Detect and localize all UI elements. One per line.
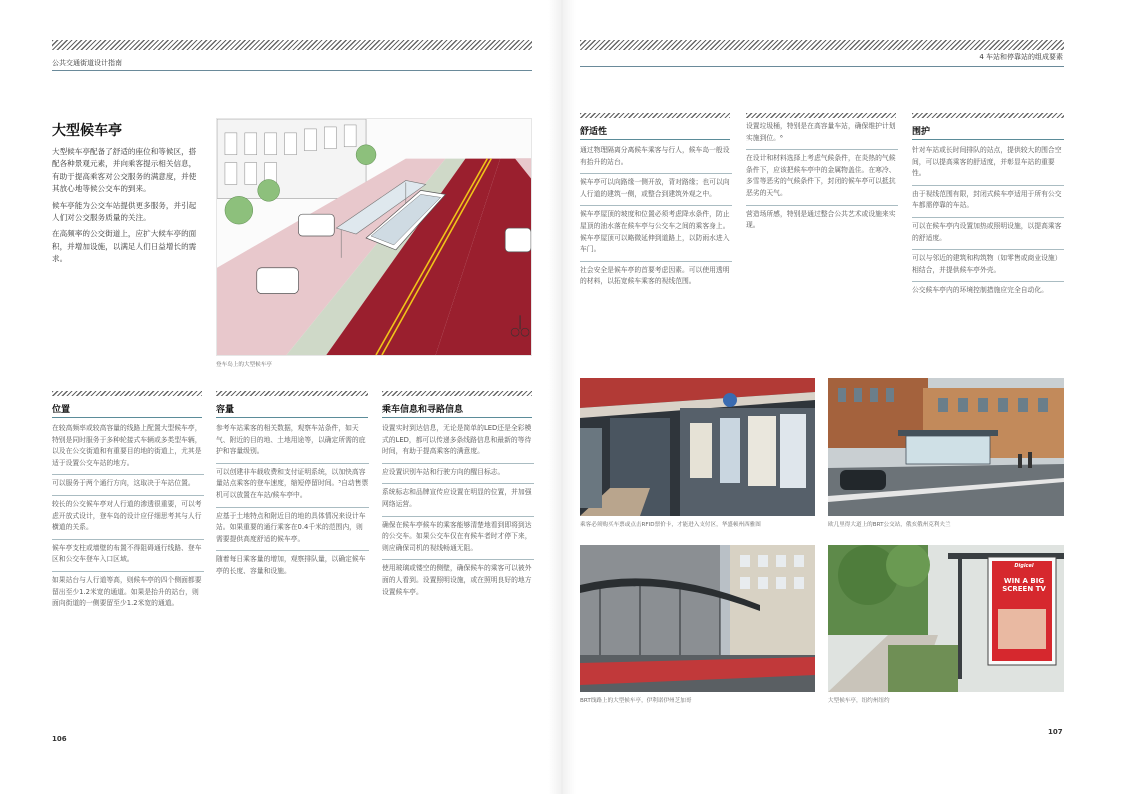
photo-cleveland-drawing	[828, 378, 1064, 516]
running-head-right: 4 车站和停靠站的组成要素	[979, 53, 1063, 61]
heading-location: 位置	[52, 405, 71, 415]
street-illustration	[216, 118, 532, 356]
section-hatch	[580, 113, 730, 118]
section-hatch	[216, 391, 368, 396]
billboard-line: SCREEN TV	[1002, 585, 1046, 593]
right-page	[562, 0, 1123, 794]
paragraph: 营造场所感，特别是通过整合公共艺术或设施来实现。	[746, 209, 896, 230]
running-head-left: 公共交通街道设计指南	[52, 59, 122, 67]
street-illustration-drawing	[217, 119, 531, 355]
paragraph: 可以在候车亭内设置加热或照明设施，以提高乘客的舒适度。	[912, 218, 1064, 250]
paragraph: 如果站台与人行道等高，则候车亭的四个侧面都要留出至少1.2米宽的通道。如果是抬升的站台，则面向街道的一侧要留至少1.2米宽的通道。	[52, 575, 202, 608]
paragraph: 应基于土地特点和附近目的地的具体情况来设计车站。如果重要的通行乘客在0.4千米的范围内，则需要提供高度舒适的候车亭。	[216, 508, 369, 552]
column-comfort	[580, 142, 732, 293]
page-number-right: 107	[1048, 728, 1063, 736]
heading-enclosure: 围护	[912, 127, 931, 137]
paragraph: 应设置识别车站和行驶方向的醒目标志。	[382, 464, 534, 485]
paragraph: 较长的公交候车亭对人行道的渗透很重要，可以考虑开放式设计，登车岛的设计应仔细思考其与人行横道的关系。	[52, 496, 204, 540]
header-rule	[52, 70, 532, 71]
intro-paragraph: 大型候车亭配备了舒适的座位和等候区，搭配各种景观元素，并向乘客提示相关信息，有助于提高乘客对公交服务的满意度，并使其放心地等候公交车的到来。	[52, 147, 197, 194]
paragraph: 随着每日乘客量的增加，观察排队量，以确定候车亭的长度、容量和设施。	[216, 555, 366, 575]
section-hatch	[382, 391, 532, 396]
paragraph: 设置实时到达信息，无论是简单的LED还是全彩模式的LED，都可以传递多条线路信息和最新的等待时间，有助于提高乘客的满意度。	[382, 420, 534, 464]
column-capacity	[216, 420, 369, 583]
heading-comfort: 舒适性	[580, 127, 608, 137]
section-hatch	[912, 113, 1064, 118]
section-rule	[52, 417, 202, 418]
section-rule	[382, 417, 532, 418]
paragraph: 通过物理隔离分离候车乘客与行人，候车岛一般设有抬升的站台。	[580, 142, 732, 174]
photo-caption: 大型候车亭，纽约州纽约	[828, 698, 890, 704]
paragraph: 确保在候车亭候车的乘客能够清楚地看到即将到达的公交车。如果公交车仅在有候车者时才停下来，则应确保司机的视线畅通无阻。	[382, 517, 534, 561]
heading-capacity: 容量	[216, 405, 235, 415]
photo-cleveland-station	[828, 378, 1064, 516]
heading-info: 乘车信息和寻路信息	[382, 405, 464, 415]
column-info	[382, 420, 534, 603]
illustration-caption: 登车岛上的大型候车亭	[216, 362, 272, 368]
section-hatch	[52, 391, 202, 396]
billboard-brand: Digicel	[1014, 563, 1034, 569]
paragraph: 候车亭可以向路缘一侧开放，背对路缘；也可以向人行道的建筑一侧，或整合到建筑外观之中。	[580, 174, 732, 206]
section-rule	[912, 139, 1064, 140]
intro-paragraph: 候车亭能为公交车站提供更多服务，并引起人们对公交服务质量的关注。	[52, 200, 197, 223]
paragraph: 可以创建非车载收费和支付证明系统，以加快高容量站点乘客的登车速度，缩短停留时间。⁵自动售票机可以放置在车站/候车亭中。	[216, 464, 369, 508]
paragraph: 社会安全是候车亭的首要考虑因素。可以使用透明的材料，以拓宽候车乘客的视线范围。	[580, 265, 730, 286]
paragraph: 在较高频率或较高容量的线路上配置大型候车亭，特别是同时服务于多种轮接式车辆或多类型车辆，以及在公交街道和有重要目的地的街道上，尤其是适于设置公交车站的地方。	[52, 420, 204, 475]
paragraph: 设置垃圾桶，特别是在高容量车站，确保维护计划实施到位。⁶	[746, 118, 898, 150]
photo-chicago-drawing	[580, 545, 815, 692]
photo-newyork-shelter	[828, 545, 1064, 692]
paragraph: 针对车站或长时间排队的站点，提供较大的围合空间，可以提高乘客的舒适度，并彰显车站的重要性。	[912, 142, 1064, 186]
page-number-left: 106	[52, 735, 67, 743]
photo-caption: 欧几里得大道上的BRT公交站，俄亥俄州克利夫兰	[828, 522, 951, 528]
photo-caption: BRT线路上的大型候车亭，伊利诺伊州芝加哥	[580, 698, 692, 704]
photo-caption: 乘客必须购买车票或点击RFID票价卡，才能进入支付区，华盛顿州西雅图	[580, 522, 761, 528]
section-rule	[580, 139, 730, 140]
intro-text	[52, 146, 202, 270]
paragraph: 候车亭屋顶的坡度和位置必须考虑降水条件，防止屋顶的油水落在候车亭与公交车之间的乘客身上。候车亭屋顶可以略微延伸到道路上，以防雨水进入车门。	[580, 206, 732, 261]
billboard-text	[994, 577, 1054, 593]
photo-seattle-station	[580, 378, 815, 516]
photo-seattle-drawing	[580, 378, 815, 516]
photo-chicago-shelter	[580, 545, 815, 692]
paragraph: 在设计和材料选择上考虑气候条件，在炎热的气候条件下，应该把候车亭中的金属物盖住。在寒冷、多雪等恶劣的气候条件下，封闭的候车亭可以抵抗恶劣的天气。	[746, 150, 898, 205]
header-hatch-band	[580, 40, 1064, 50]
paragraph: 可以服务于两个通行方向，这取决于车站位置。	[52, 475, 204, 496]
page-title: 大型候车亭	[52, 123, 122, 139]
paragraph: 系统标志和品牌宣传应设置在明显的位置，并加强网络运营。	[382, 484, 534, 516]
header-hatch-band	[52, 40, 532, 50]
intro-paragraph: 在高频率的公交街道上，应扩大候车亭的面积，并增加设施，以满足人们日益增长的需求。	[52, 229, 197, 264]
paragraph: 可以与邻近的建筑和构筑物（如零售或商业设施）相结合，并提供候车亭外壳。	[912, 250, 1064, 282]
column-location	[52, 420, 204, 615]
paragraph: 由于视线范围有限，封闭式候车亭适用于所有公交车都需停靠的车站。	[912, 186, 1064, 218]
paragraph: 公交候车亭内的环境控制措施应完全自动化。	[912, 286, 1048, 295]
section-rule	[216, 417, 368, 418]
paragraph: 候车亭支柱或墙壁的布置不得阻碍通行线路、登车区和公交车登车入口区域。	[52, 540, 204, 572]
header-rule	[580, 66, 1064, 67]
book-gutter-shadow	[548, 0, 576, 794]
column-comfort-continued	[746, 118, 898, 237]
left-page	[0, 0, 561, 794]
paragraph: 使用玻璃或镂空的侧壁，确保候车的乘客可以被外面的人看到。设置照明设施，或在照明良好的地方设置候车亭。	[382, 564, 532, 596]
billboard-line: WIN A BIG	[1003, 577, 1045, 585]
column-enclosure	[912, 142, 1064, 302]
paragraph: 参考车站乘客的相关数据，观察车站条件，如天气、附近的目的地、土地用途等，以确定所需的庇护和容量级别。	[216, 420, 369, 464]
